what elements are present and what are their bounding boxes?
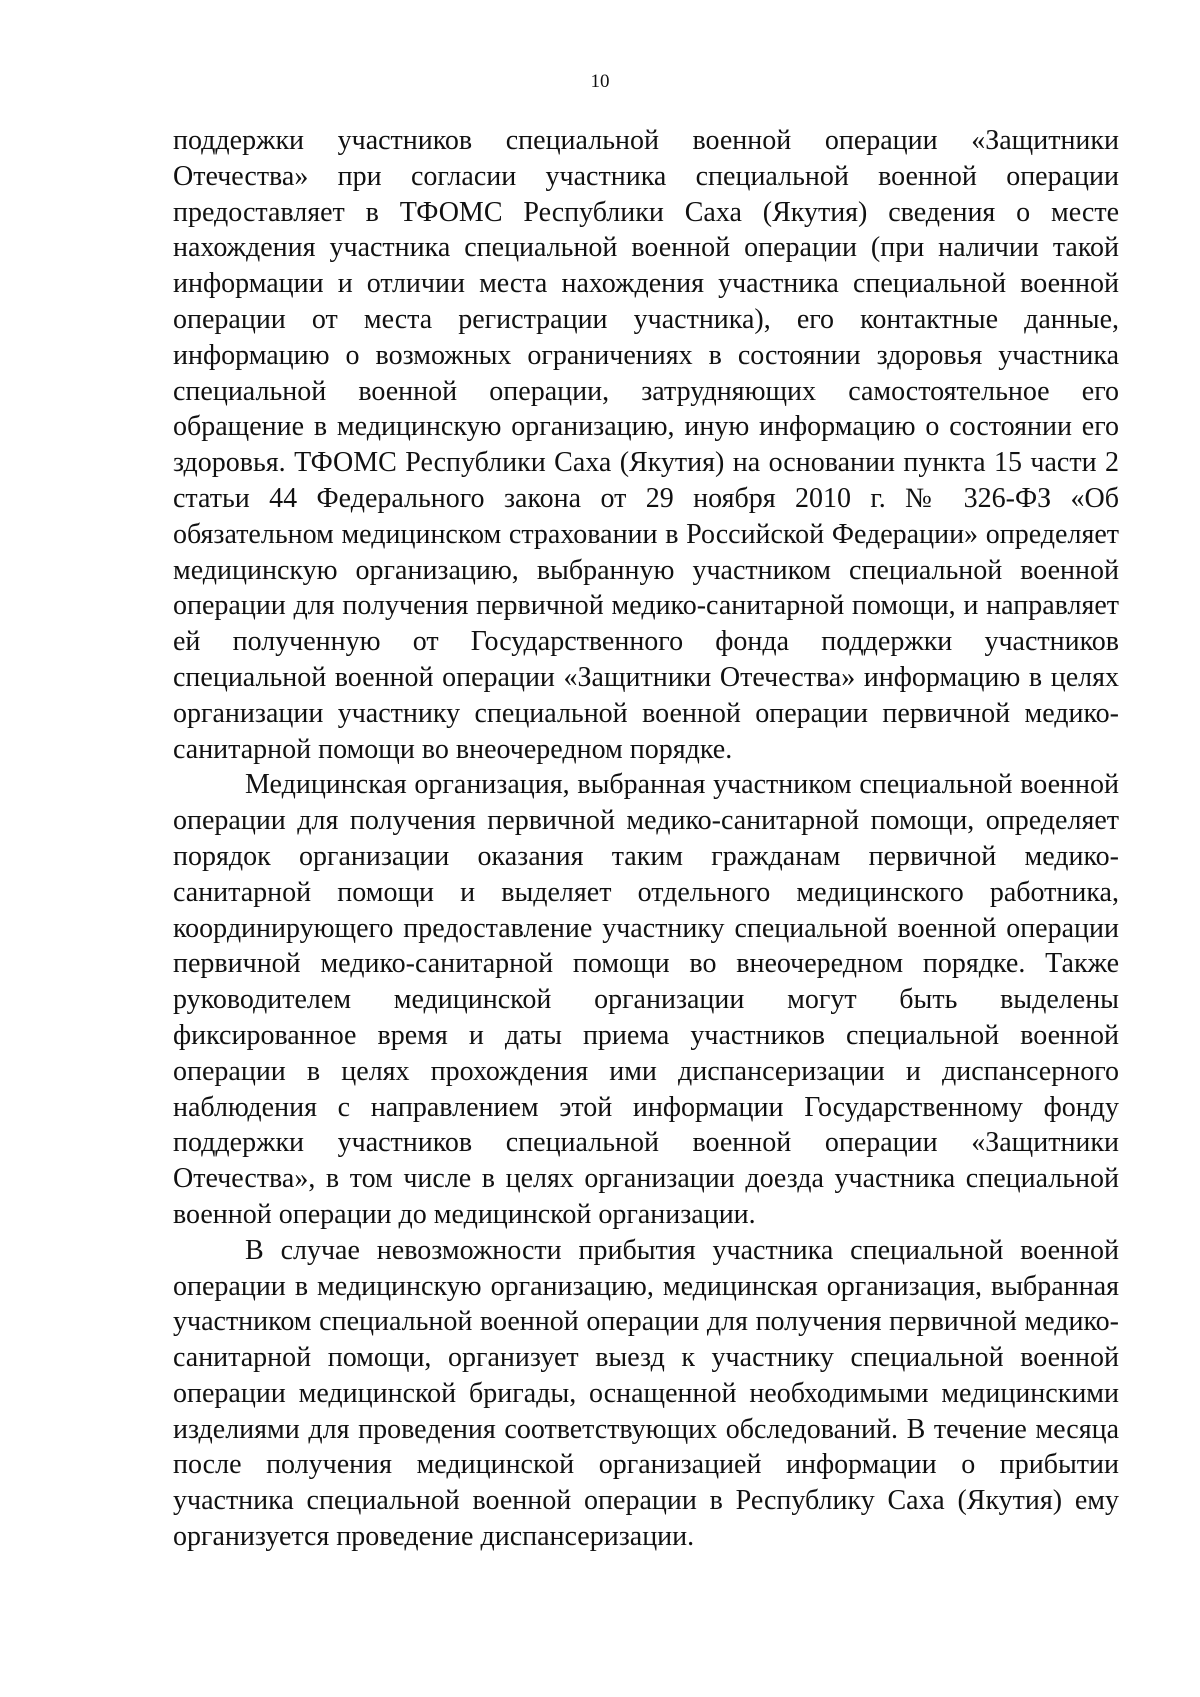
paragraph-medical-organization: Медицинская организация, выбранная участником специальной военной операции для получения первичной медико-санитарной помощи, определяет порядок организации оказания таким гражданам первичной медико-санитарной помощи и выделяет отдельного медицинского работника, координирующего предоставление участнику специальной военной операции первичной медико-санитарной помощи во внеочередном порядке. Также руководителем медицинской организации могут быть выделены фиксированное время и даты приема участников специальной военной операции в целях прохождения ими диспансеризации и диспансерного наблюдения с направлением этой информации Государственному фонду поддержки участников специальной военной операции «Защитники Отечества», в том числе в целях организации доезда участника специальной военной операции до медицинской организации. (173, 769, 1119, 1230)
document-body (173, 123, 1119, 1555)
paragraph-arrival-impossible: В случае невозможности прибытия участника специальной военной операции в медицинскую организацию, медицинская организация, выбранная участником специальной военной операции для получения первичной медико-санитарной помощи, организует выезд к участнику специальной военной операции медицинской бригады, оснащенной необходимыми медицинскими изделиями для проведения соответствующих обследований. В течение месяца после получения медицинской организацией информации о прибытии участника специальной военной операции в Республику Саха (Якутия) ему организуется проведение диспансеризации. (173, 1234, 1119, 1553)
paragraph-continuation: поддержки участников специальной военной операции «Защитники Отечества» при согласии участника специальной военной операции предоставляет в ТФОМС Республики Саха (Якутия) сведения о месте нахождения участника специальной военной операции (при наличии такой информации и отличии места нахождения участника специальной военной операции от места регистрации участника), его контактные данные, информацию о возможных ограничениях в состоянии здоровья участника специальной военной операции, затрудняющих самостоятельное его обращение в медицинскую организацию, иную информацию о состоянии его здоровья. ТФОМС Республики Саха (Якутия) на основании пункта 15 части 2 статьи 44 Федерального закона от 29 ноября 2010 г. № 326-ФЗ «Об обязательном медицинском страховании в Российской Федерации» определяет медицинскую организацию, выбранную участником специальной военной операции для получения первичной медико-санитарной помощи, и направляет ей полученную от Государственного фонда поддержки участников специальной военной операции «Защитники Отечества» информацию в целях организации участнику специальной военной операции первичной медико-санитарной помощи во внеочередном порядке. (173, 125, 1119, 765)
page-number: 10 (590, 71, 610, 92)
